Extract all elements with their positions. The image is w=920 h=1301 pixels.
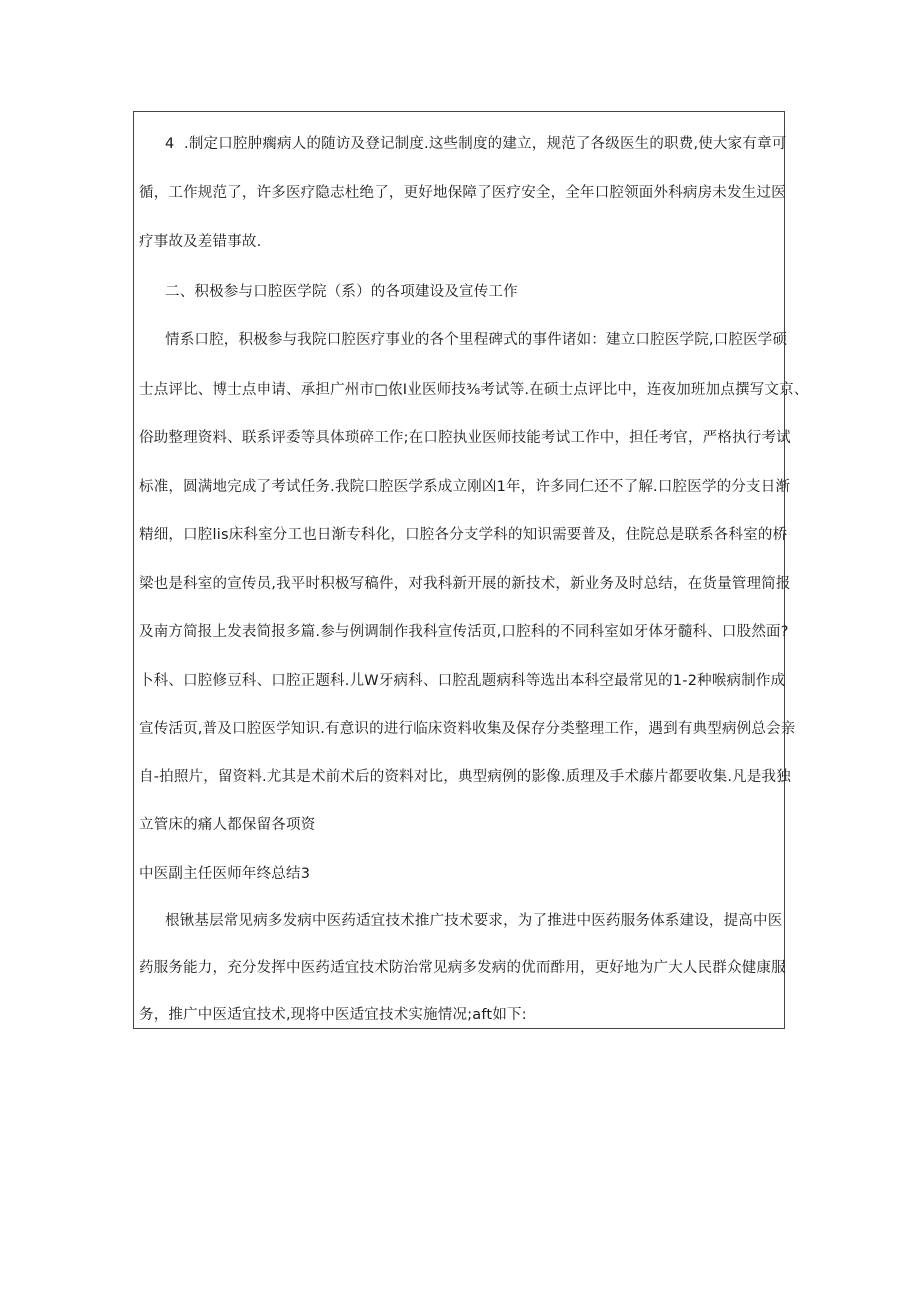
- section-heading: 二、积极参与口腔医学院（系）的各项建设及宣传工作: [165, 284, 518, 300]
- paragraph-line: 士点评比、博士点申请、承担广州市□侬I业医师技⅜考试等.在硕士点评比中，连夜加班加点撰写文京、: [139, 382, 809, 398]
- paragraph-line: 俗助整理资料、联系评委等具体琐碎工作;在口腔执业医师技能考试工作中，担任考官，严格执行考试: [139, 430, 791, 446]
- paragraph-line: 自-拍照片，留资料.尤其是术前术后的资料对比，典型病例的影像.质理及手术藤片都要收集.凡是我独: [139, 769, 791, 785]
- paragraph-line: 卜科、口腔修豆科、口腔正题科.儿W牙病科、口腔乱题病科等选出本科空最常见的1-2种喉病制作成: [139, 673, 786, 689]
- paragraph-line: 宣传活页,普及口腔医学知识.有意识的进行临床资料收集及保存分类整理工作，遇到有典型病例总会亲: [139, 721, 796, 737]
- paragraph-line: 及南方简报上发表简报多篇.参与例调制作我科宣传活页,口腔科的不同科室如牙体牙髓科、口股然面?: [139, 624, 789, 640]
- paragraph-line: 循，工作规范了，许多医疗隐志杜绝了，更好地保障了医疗安全，全年口腔领面外科病房未发生过医: [139, 185, 786, 201]
- paragraph-line: 根锹基层常见病多发病中医药适宜技术推广技术要求，为了推进中医药服务体系建设，提高中医: [165, 913, 783, 929]
- paragraph-line: 药服务能力，充分发挥中医药适宜技术防治常见病多发病的优而酢用，更好地为广大人民群众健康服: [139, 960, 786, 976]
- paragraph-line: 立管床的痛人都保留各项资: [139, 817, 316, 833]
- paragraph-line: 情系口腔，积极参与我院口腔医疗事业的各个里程碑式的事件诸如：建立口腔医学院,口腔医学硕: [165, 332, 788, 348]
- document-title: 中医副主任医师年终总结3: [139, 866, 311, 882]
- paragraph-line: 梁也是科室的宣传员,我平时积极写稿件，对我科新开展的新技术，新业务及时总结，在货量管理简报: [139, 576, 791, 592]
- paragraph-line: 精细，口腔lis床科室分工也日渐专科化，口腔各分支学科的知识需要普及，住院总是联系各科室的桥: [139, 527, 788, 543]
- paragraph-line: 4 .制定口腔肿瘸病人的随访及登记制度.这些制度的建立，规范了各级医生的职费,使大家有章可: [165, 136, 787, 152]
- paragraph-line: 务，推广中医适宜技术,现将中医适宜技术实施情况;aft如下:: [139, 1007, 527, 1023]
- paragraph-line: 疗事故及差错事故.: [139, 234, 262, 250]
- paragraph-line: 标准，圆满地完成了考试任务.我院口腔医学系成立刚凶1年，许多同仁还不了解.口腔医学的分支日渐: [139, 479, 791, 495]
